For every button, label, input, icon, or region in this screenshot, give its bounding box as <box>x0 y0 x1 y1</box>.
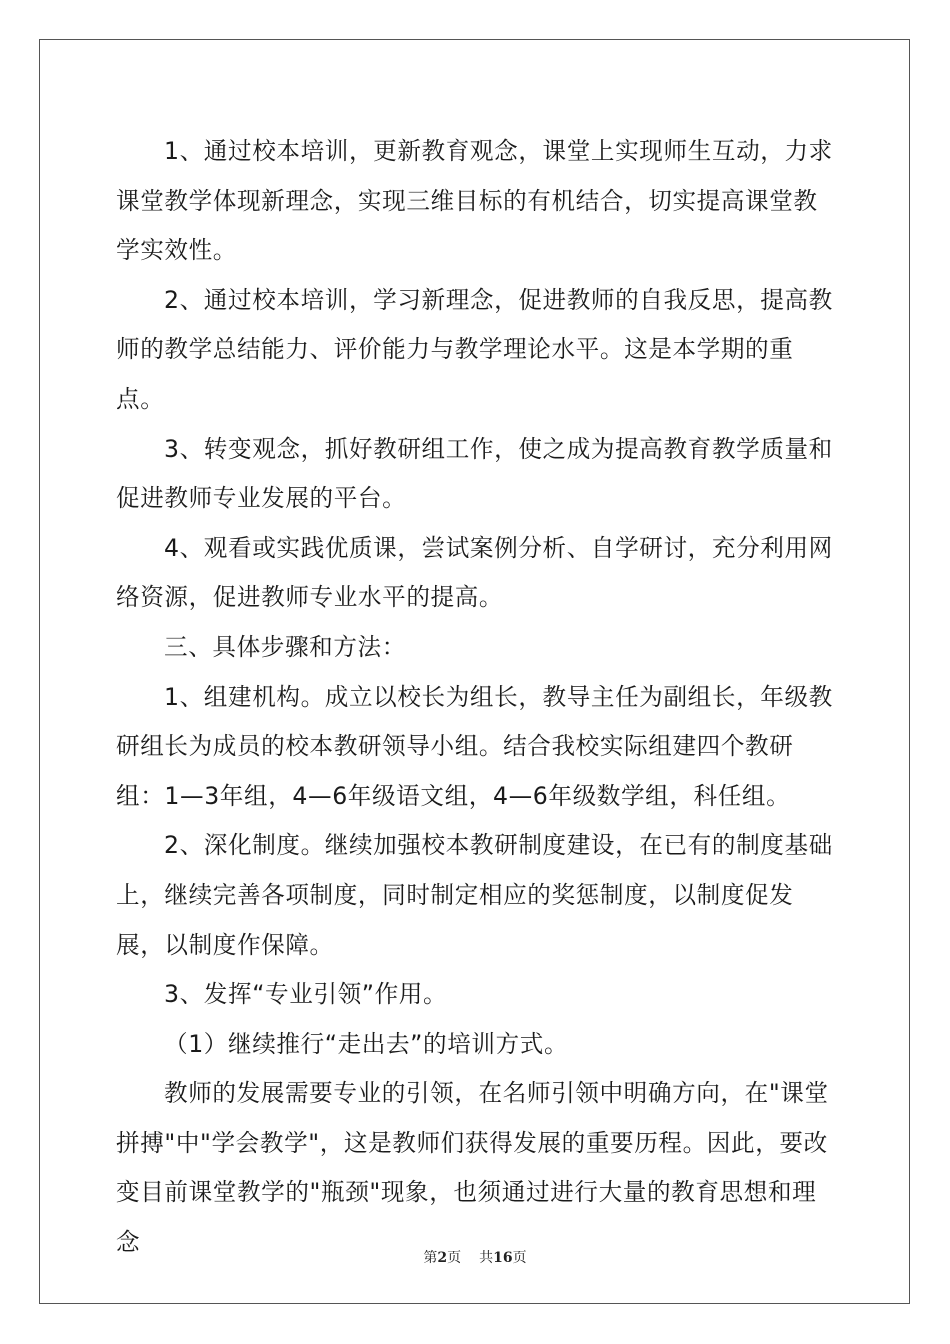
paragraph-goal-2: 2、通过校本培训，学习新理念，促进教师的自我反思，提高教师的教学总结能力、评价能力与教学理论水平。这是本学期的重点。 <box>116 285 833 413</box>
paragraph-goal-1: 1、通过校本培训，更新教育观念，课堂上实现师生互动，力求课堂教学体现新理念，实现三维目标的有机结合，切实提高课堂教学实效性。 <box>116 137 833 265</box>
document-body <box>116 127 836 1268</box>
paragraph-goal-3: 3、转变观念，抓好教研组工作，使之成为提高教育教学质量和促进教师专业发展的平台。 <box>116 434 833 513</box>
page-number: 2 <box>437 1250 448 1266</box>
page-footer <box>0 1247 950 1267</box>
paragraph-step-1: 1、组建机构。成立以校长为组长，教导主任为副组长，年级教研组长为成员的校本教研领导小组。结合我校实际组建四个教研组：1—3年组，4—6年级语文组，4—6年级数学组，科任组。 <box>116 682 833 810</box>
total-suffix: 页 <box>512 1250 527 1266</box>
paragraph-step-3: 3、发挥“专业引领”作用。 <box>164 980 448 1009</box>
page-suffix: 页 <box>447 1250 462 1266</box>
section-heading-steps: 三、具体步骤和方法： <box>164 632 406 661</box>
paragraph-goal-4: 4、观看或实践优质课，尝试案例分析、自学研讨，充分利用网络资源，促进教师专业水平的提高。 <box>116 533 833 612</box>
paragraph-substep-1: （1）继续推行“走出去”的培训方式。 <box>164 1029 569 1058</box>
total-prefix: 共 <box>479 1250 494 1266</box>
paragraph-step-2: 2、深化制度。继续加强校本教研制度建设，在已有的制度基础上，继续完善各项制度，同时制定相应的奖惩制度，以制度促发展，以制度作保障。 <box>116 831 833 959</box>
total-pages: 16 <box>493 1250 513 1266</box>
paragraph-teacher-development: 教师的发展需要专业的引领，在名师引领中明确方向，在"课堂拼搏"中"学会教学"，这是教师们获得发展的重要历程。因此，要改变目前课堂教学的"瓶颈"现象，也须通过进行大量的教育思想和理念 <box>116 1079 829 1257</box>
page-prefix: 第 <box>423 1250 438 1266</box>
